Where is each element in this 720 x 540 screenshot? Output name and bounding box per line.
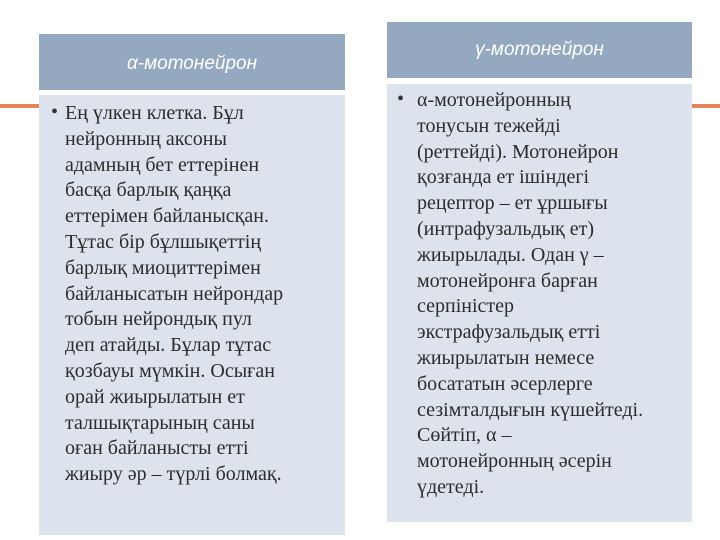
accent-line-right — [692, 104, 720, 108]
accent-line-left — [0, 104, 39, 108]
gamma-motoneuron-body — [387, 84, 692, 522]
bullet-icon: • — [51, 101, 59, 123]
alpha-motoneuron-text: Ең үлкен клетка. Бұл нейронның аксоны адамның бет еттерінен басқа барлық қаңқа еттерімен байланысқан. Тұтас бір бұлшықеттің барлық миоциттерімен байланысатын нейрондар тобын нейрондық пул деп атайды. Бұлар тұтас қозбауы мүмкін. Осыған орай жиырылатын ет талшықтарының саны оған байланысты етті жиыру әр – түрлі болмақ. — [65, 102, 284, 486]
alpha-motoneuron-title: α-мотонейрон — [126, 53, 258, 74]
alpha-motoneuron-column — [39, 34, 345, 535]
alpha-motoneuron-header — [39, 34, 345, 90]
bullet-icon: • — [397, 88, 405, 110]
gamma-motoneuron-title: γ-мотонейрон — [475, 39, 604, 60]
gamma-motoneuron-header — [387, 22, 692, 78]
alpha-motoneuron-body — [39, 95, 345, 535]
gamma-motoneuron-text: α-мотонейронның тонусын тежейді (реттейді). Мотонейрон қозғанда ет ішіндегі рецептор – ет ұршығы (интрафузальдық ет) жиырылады. Одан γ – мотонейронға барған серпіністер экстрафузальдық етті жиырылатын немесе босататын әсерлерге сезімталдығын күшейтеді. Сөйтіп, α – мотонейронның әсерін үдетеді. — [417, 89, 644, 498]
gamma-motoneuron-column — [387, 22, 692, 522]
